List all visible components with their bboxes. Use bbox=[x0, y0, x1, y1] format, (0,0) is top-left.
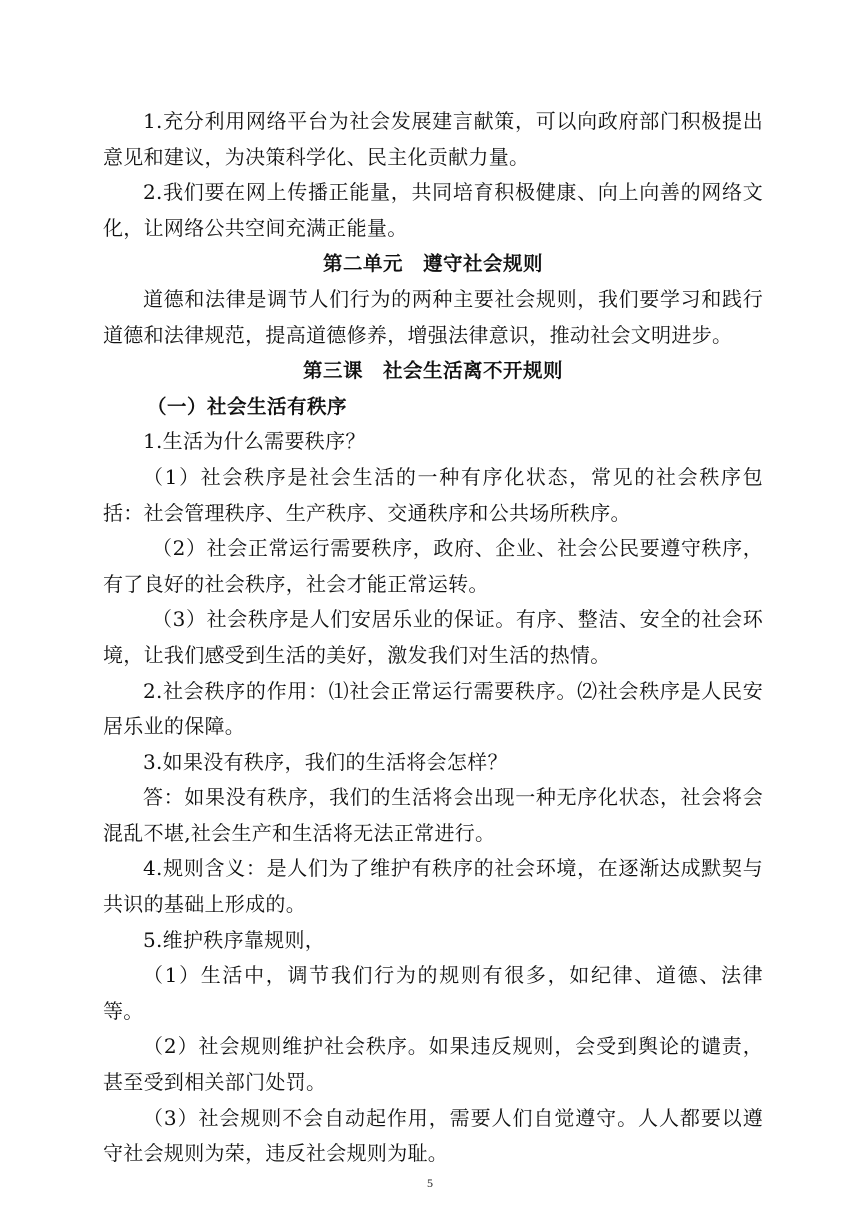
document-body bbox=[103, 104, 763, 1172]
paragraph-unit-intro: 道德和法律是调节人们行为的两种主要社会规则，我们要学习和践行道德和法律规范，提高道德修养，增强法律意识，推动社会文明进步。 bbox=[103, 286, 763, 347]
page-number: 5 bbox=[427, 1176, 433, 1190]
point-2-rules-maintain: （2）社会规则维护社会秩序。如果违反规则，会受到舆论的谴责，甚至受到相关部门处罚。 bbox=[103, 1034, 763, 1095]
unit-heading: 第二单元 遵守社会规则 bbox=[322, 252, 543, 276]
point-2-order-needed: （2）社会正常运行需要秩序，政府、企业、社会公民要遵守秩序，有了良好的社会秩序，社会才能正常运转。 bbox=[103, 536, 763, 596]
lesson-heading: 第三课 社会生活离不开规则 bbox=[302, 359, 563, 383]
paragraph-rules-maintain-order: 5.维护秩序靠规则， bbox=[143, 927, 326, 952]
paragraph-rule-meaning: 4.规则含义：是人们为了维护有秩序的社会环境，在逐渐达成默契与共识的基础上形成的。 bbox=[103, 856, 763, 917]
paragraph-order-function: 2.社会秩序的作用：⑴社会正常运行需要秩序。⑵社会秩序是人民安居乐业的保障。 bbox=[103, 678, 763, 739]
point-1-social-order-definition: （1）社会秩序是社会生活的一种有序化状态，常见的社会秩序包括：社会管理秩序、生产秩序、交通秩序和公共场所秩序。 bbox=[103, 464, 763, 525]
paragraph-online-suggestions: 1.充分利用网络平台为社会发展建言献策，可以向政府部门积极提出意见和建议，为决策科学化、民主化贡献力量。 bbox=[103, 109, 763, 169]
point-3-order-guarantee: （3）社会秩序是人们安居乐业的保证。有序、整洁、安全的社会环境，让我们感受到生活的美好，激发我们对生活的热情。 bbox=[103, 607, 763, 667]
point-1-many-rules: （1）生活中，调节我们行为的规则有很多，如纪律、道德、法律等。 bbox=[103, 963, 763, 1023]
point-3-obey-rules: （3）社会规则不会自动起作用，需要人们自觉遵守。人人都要以遵守社会规则为荣，违反社会规则为耻。 bbox=[103, 1105, 763, 1166]
question-without-order: 3.如果没有秩序，我们的生活将会怎样？ bbox=[143, 749, 508, 774]
paragraph-positive-energy: 2.我们要在网上传播正能量，共同培育积极健康、向上向善的网络文化，让网络公共空间充满正能量。 bbox=[103, 180, 763, 240]
question-why-order: 1.生活为什么需要秩序？ bbox=[143, 429, 366, 454]
section-heading: （一）社会生活有秩序 bbox=[147, 394, 348, 418]
answer-without-order: 答：如果没有秩序，我们的生活将会出现一种无序化状态，社会将会混乱不堪,社会生产和生活将无法正常进行。 bbox=[103, 785, 763, 845]
